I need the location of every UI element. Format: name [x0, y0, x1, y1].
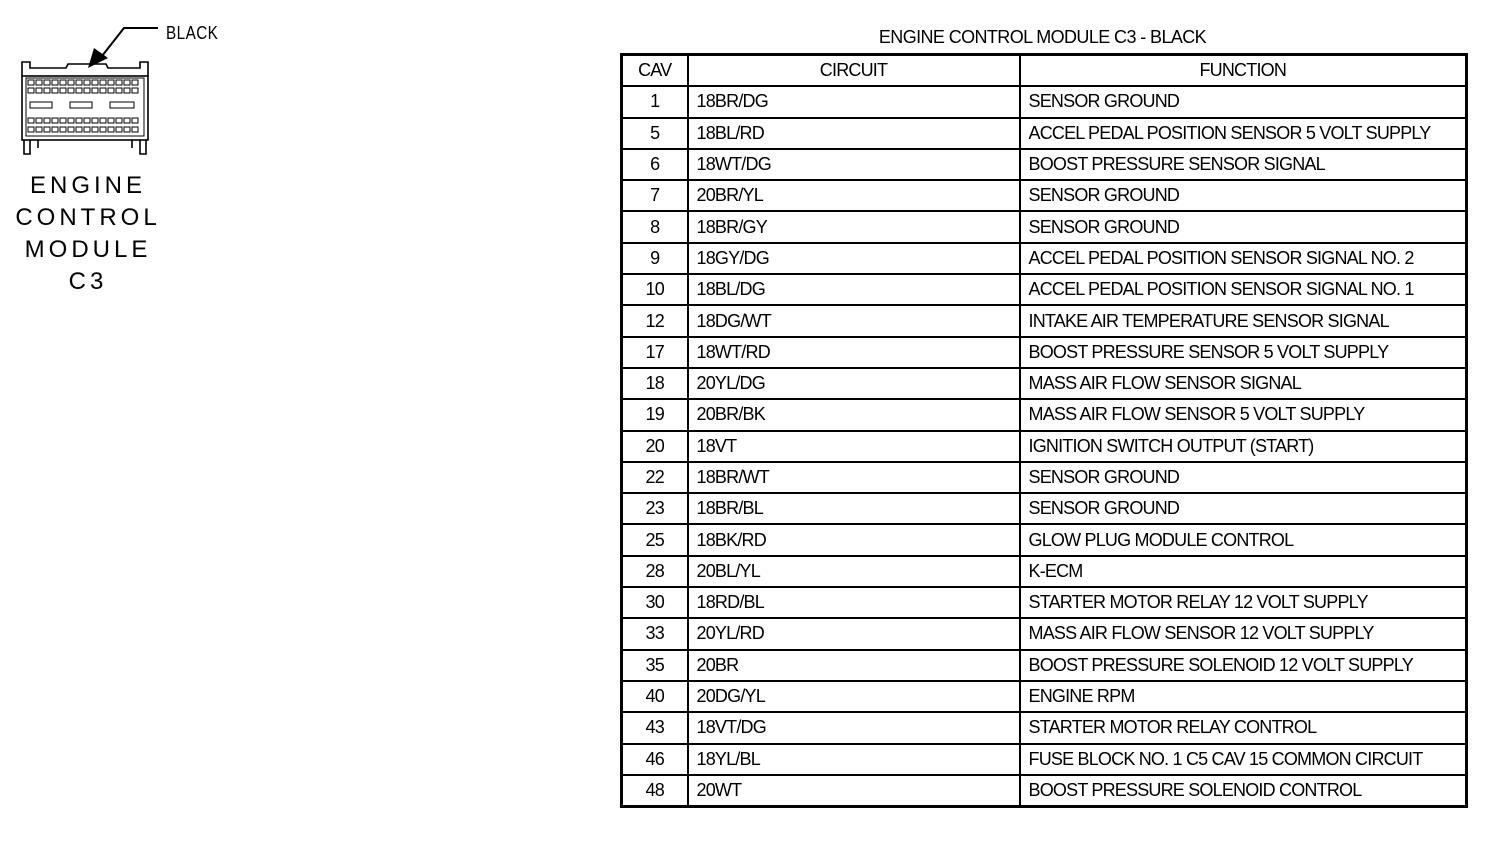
table-row — [622, 431, 1467, 462]
function-cell: SENSOR GROUND — [1020, 462, 1467, 493]
circuit-cell: 18BL/RD — [688, 118, 1020, 149]
cav-cell: 9 — [622, 243, 688, 274]
function-cell: ENGINE RPM — [1020, 681, 1467, 712]
cav-cell: 20 — [622, 431, 688, 462]
circuit-cell: 20DG/YL — [688, 681, 1020, 712]
connector-name-line: MODULE — [24, 236, 152, 263]
circuit-cell: 18DG/WT — [688, 305, 1020, 336]
function-cell: MASS AIR FLOW SENSOR 12 VOLT SUPPLY — [1020, 618, 1467, 649]
table-row — [622, 118, 1467, 149]
cav-cell: 18 — [622, 368, 688, 399]
connector-name-line: C3 — [68, 268, 108, 295]
table-header-row — [622, 55, 1467, 87]
table-row — [622, 399, 1467, 430]
function-cell: MASS AIR FLOW SENSOR SIGNAL — [1020, 368, 1467, 399]
cav-cell: 30 — [622, 587, 688, 618]
table-row — [622, 149, 1467, 180]
table-row — [622, 775, 1467, 807]
table-row — [622, 211, 1467, 242]
table-row — [622, 180, 1467, 211]
circuit-cell: 18WT/RD — [688, 337, 1020, 368]
cav-cell: 7 — [622, 180, 688, 211]
cav-cell: 35 — [622, 650, 688, 681]
function-cell: SENSOR GROUND — [1020, 211, 1467, 242]
table-row — [622, 305, 1467, 336]
cav-cell: 8 — [622, 211, 688, 242]
cav-cell: 46 — [622, 744, 688, 775]
circuit-cell: 18VT/DG — [688, 712, 1020, 743]
table-row — [622, 587, 1467, 618]
cav-cell: 25 — [622, 524, 688, 555]
circuit-cell: 18WT/DG — [688, 149, 1020, 180]
function-cell: STARTER MOTOR RELAY CONTROL — [1020, 712, 1467, 743]
function-cell: K-ECM — [1020, 556, 1467, 587]
pinout-rows — [622, 86, 1467, 806]
circuit-cell: 18BR/WT — [688, 462, 1020, 493]
table-row — [622, 556, 1467, 587]
table-row — [622, 86, 1467, 117]
circuit-cell: 18BR/GY — [688, 211, 1020, 242]
function-cell: SENSOR GROUND — [1020, 493, 1467, 524]
table-row — [622, 744, 1467, 775]
function-cell: GLOW PLUG MODULE CONTROL — [1020, 524, 1467, 555]
table-row — [622, 524, 1467, 555]
function-cell: IGNITION SWITCH OUTPUT (START) — [1020, 431, 1467, 462]
connector-name-line: CONTROL — [15, 204, 161, 231]
header-cav: CAV — [622, 55, 688, 87]
cav-cell: 23 — [622, 493, 688, 524]
connector-name — [8, 170, 168, 298]
function-cell: ACCEL PEDAL POSITION SENSOR 5 VOLT SUPPLY — [1020, 118, 1467, 149]
function-cell: BOOST PRESSURE SENSOR SIGNAL — [1020, 149, 1467, 180]
circuit-cell: 20WT — [688, 775, 1020, 807]
callout-arrow — [102, 28, 158, 56]
cav-cell: 1 — [622, 86, 688, 117]
connector-color-label: BLACK — [166, 23, 219, 43]
cav-cell: 6 — [622, 149, 688, 180]
circuit-cell: 18BR/DG — [688, 86, 1020, 117]
function-cell: BOOST PRESSURE SOLENOID CONTROL — [1020, 775, 1467, 807]
cav-cell: 5 — [622, 118, 688, 149]
function-cell: ACCEL PEDAL POSITION SENSOR SIGNAL NO. 1 — [1020, 274, 1467, 305]
circuit-cell: 20BL/YL — [688, 556, 1020, 587]
cav-cell: 33 — [622, 618, 688, 649]
function-cell: ACCEL PEDAL POSITION SENSOR SIGNAL NO. 2 — [1020, 243, 1467, 274]
cav-cell: 10 — [622, 274, 688, 305]
cav-cell: 12 — [622, 305, 688, 336]
circuit-cell: 20YL/DG — [688, 368, 1020, 399]
circuit-cell: 20BR — [688, 650, 1020, 681]
table-row — [622, 650, 1467, 681]
circuit-cell: 18VT — [688, 431, 1020, 462]
cav-cell: 43 — [622, 712, 688, 743]
table-row — [622, 712, 1467, 743]
function-cell: BOOST PRESSURE SENSOR 5 VOLT SUPPLY — [1020, 337, 1467, 368]
table-row — [622, 462, 1467, 493]
table-title: ENGINE CONTROL MODULE C3 - BLACK — [878, 27, 1207, 47]
table-row — [622, 493, 1467, 524]
cav-cell: 40 — [622, 681, 688, 712]
circuit-cell: 18GY/DG — [688, 243, 1020, 274]
circuit-cell: 20BR/BK — [688, 399, 1020, 430]
function-cell: INTAKE AIR TEMPERATURE SENSOR SIGNAL — [1020, 305, 1467, 336]
circuit-cell: 18BK/RD — [688, 524, 1020, 555]
pinout-table — [620, 53, 1468, 808]
table-row — [622, 618, 1467, 649]
cav-cell: 19 — [622, 399, 688, 430]
header-circuit: CIRCUIT — [688, 55, 1020, 87]
function-cell: BOOST PRESSURE SOLENOID 12 VOLT SUPPLY — [1020, 650, 1467, 681]
header-function: FUNCTION — [1020, 55, 1467, 87]
circuit-cell: 18YL/BL — [688, 744, 1020, 775]
function-cell: STARTER MOTOR RELAY 12 VOLT SUPPLY — [1020, 587, 1467, 618]
circuit-cell: 18BR/BL — [688, 493, 1020, 524]
function-cell: FUSE BLOCK NO. 1 C5 CAV 15 COMMON CIRCUIT — [1020, 744, 1467, 775]
cav-cell: 48 — [622, 775, 688, 807]
connector-name-line: ENGINE — [29, 172, 146, 199]
circuit-cell: 18RD/BL — [688, 587, 1020, 618]
table-row — [622, 681, 1467, 712]
function-cell: SENSOR GROUND — [1020, 86, 1467, 117]
circuit-cell: 18BL/DG — [688, 274, 1020, 305]
cav-cell: 22 — [622, 462, 688, 493]
function-cell: MASS AIR FLOW SENSOR 5 VOLT SUPPLY — [1020, 399, 1467, 430]
pin-cavities — [28, 80, 138, 132]
cav-cell: 17 — [622, 337, 688, 368]
table-row — [622, 243, 1467, 274]
circuit-cell: 20BR/YL — [688, 180, 1020, 211]
table-row — [622, 368, 1467, 399]
table-row — [622, 337, 1467, 368]
table-row — [622, 274, 1467, 305]
function-cell: SENSOR GROUND — [1020, 180, 1467, 211]
circuit-cell: 20YL/RD — [688, 618, 1020, 649]
cav-cell: 28 — [622, 556, 688, 587]
